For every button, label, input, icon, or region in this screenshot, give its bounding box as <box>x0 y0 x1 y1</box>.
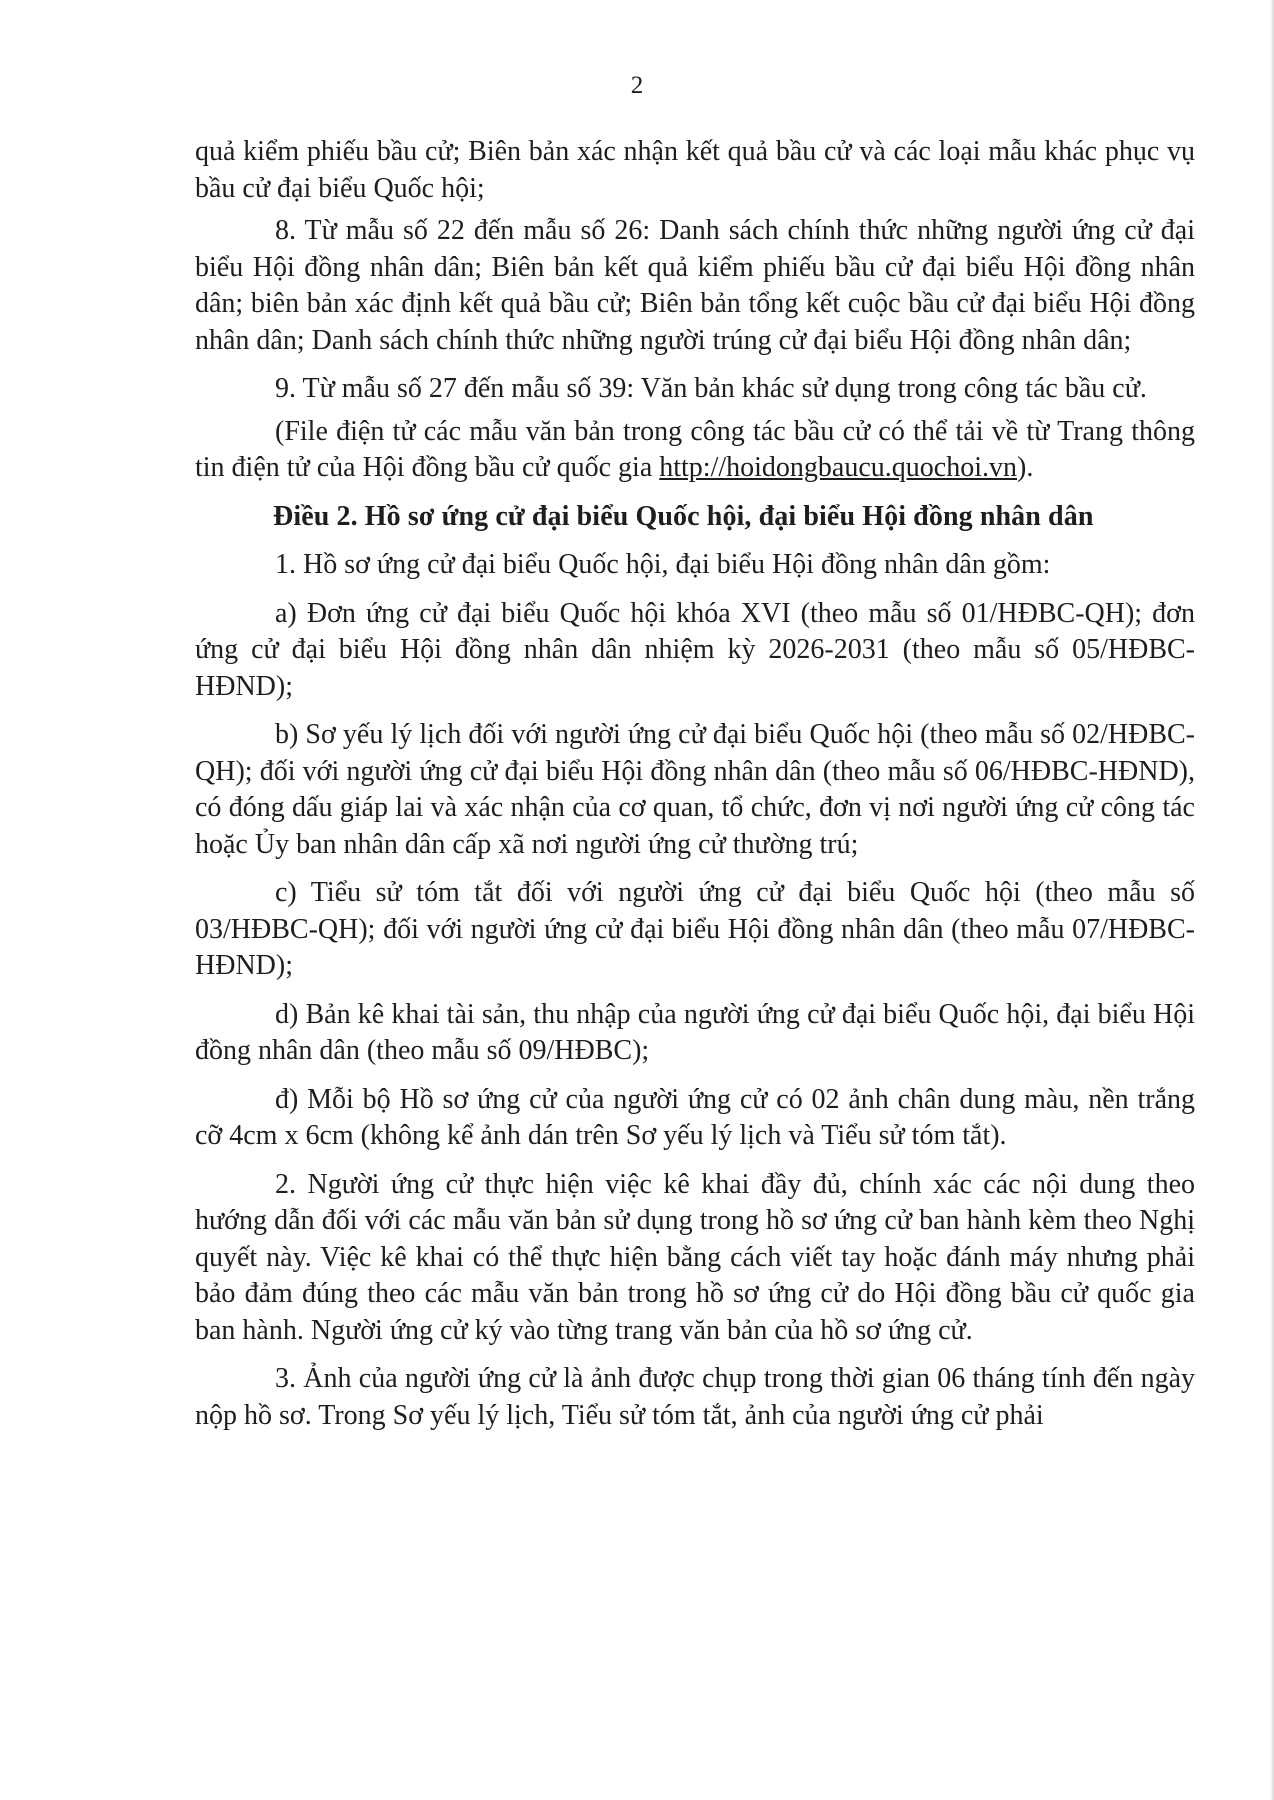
file-note-end: ). <box>1017 452 1034 483</box>
paragraph-continuation: quả kiểm phiếu bầu cử; Biên bản xác nhận kết quả bầu cử và các loại mẫu khác phục vụ bầu cử đại biểu Quốc hội; <box>195 136 1195 204</box>
website-link[interactable]: http://hoidongbaucu.quochoi.vn <box>659 452 1017 483</box>
document-body <box>195 134 1195 1446</box>
page-number: 2 <box>630 72 644 99</box>
paragraph-file-note <box>195 414 1195 487</box>
article-2-item-1: 1. Hồ sơ ứng cử đại biểu Quốc hội, đại biểu Hội đồng nhân dân gồm: <box>275 549 1051 580</box>
scan-edge <box>1270 0 1274 1800</box>
article-2-item-2: 2. Người ứng cử thực hiện việc kê khai đầy đủ, chính xác các nội dung theo hướng dẫn đối với các mẫu văn bản sử dụng trong hồ sơ ứng cử ban hành kèm theo Nghị quyết này. Việc kê khai có thể thực hiện bằng cách viết tay hoặc đánh máy nhưng phải bảo đảm đúng theo các mẫu văn bản trong hồ sơ ứng cử do Hội đồng bầu cử quốc gia ban hành. Người ứng cử ký vào từng trang văn bản của hồ sơ ứng cử. <box>195 1168 1195 1346</box>
file-note-text: (File điện tử các mẫu văn bản trong công tác bầu cử có thể tải về từ Trang thông tin điện tử của Hội đồng bầu cử quốc gia <box>195 415 1195 483</box>
article-2-item-3: 3. Ảnh của người ứng cử là ảnh được chụp trong thời gian 06 tháng tính đến ngày nộp hồ sơ. Trong Sơ yếu lý lịch, Tiểu sử tóm tắt, ảnh của người ứng cử phải <box>195 1363 1195 1431</box>
paragraph-item-8: 8. Từ mẫu số 22 đến mẫu số 26: Danh sách chính thức những người ứng cử đại biểu Hội đồng nhân dân; Biên bản kết quả kiểm phiếu bầu cử đại biểu Hội đồng nhân dân; biên bản xác định kết quả bầu cử; Biên bản tổng kết cuộc bầu cử đại biểu Hội đồng nhân dân; Danh sách chính thức những người trúng cử đại biểu Hội đồng nhân dân; <box>195 215 1195 356</box>
paragraph-item-9: 9. Từ mẫu số 27 đến mẫu số 39: Văn bản khác sử dụng trong công tác bầu cử. <box>275 373 1147 404</box>
article-2-item-d: d) Bản kê khai tài sản, thu nhập của người ứng cử đại biểu Quốc hội, đại biểu Hội đồng nhân dân (theo mẫu số 09/HĐBC); <box>195 998 1195 1066</box>
article-2-item-c: c) Tiểu sử tóm tắt đối với người ứng cử đại biểu Quốc hội (theo mẫu số 03/HĐBC-QH); đối với người ứng cử đại biểu Hội đồng nhân dân (theo mẫu 07/HĐBC-HĐND); <box>195 877 1195 981</box>
article-2-item-dd: đ) Mỗi bộ Hồ sơ ứng cử của người ứng cử có 02 ảnh chân dung màu, nền trắng cỡ 4cm x 6cm (không kể ảnh dán trên Sơ yếu lý lịch và Tiểu sử tóm tắt). <box>195 1083 1195 1151</box>
article-2-heading: Điều 2. Hồ sơ ứng cử đại biểu Quốc hội, đại biểu Hội đồng nhân dân <box>273 500 1094 532</box>
article-2-item-b: b) Sơ yếu lý lịch đối với người ứng cử đại biểu Quốc hội (theo mẫu số 02/HĐBC-QH); đối với người ứng cử đại biểu Hội đồng nhân dân (theo mẫu số 06/HĐBC-HĐND), có đóng dấu giáp lai và xác nhận của cơ quan, tổ chức, đơn vị nơi người ứng cử công tác hoặc Ủy ban nhân dân cấp xã nơi người ứng cử thường trú; <box>195 719 1195 860</box>
article-2-item-a: a) Đơn ứng cử đại biểu Quốc hội khóa XVI (theo mẫu số 01/HĐBC-QH); đơn ứng cử đại biểu Hội đồng nhân dân nhiệm kỳ 2026-2031 (theo mẫu số 05/HĐBC-HĐND); <box>195 597 1195 702</box>
